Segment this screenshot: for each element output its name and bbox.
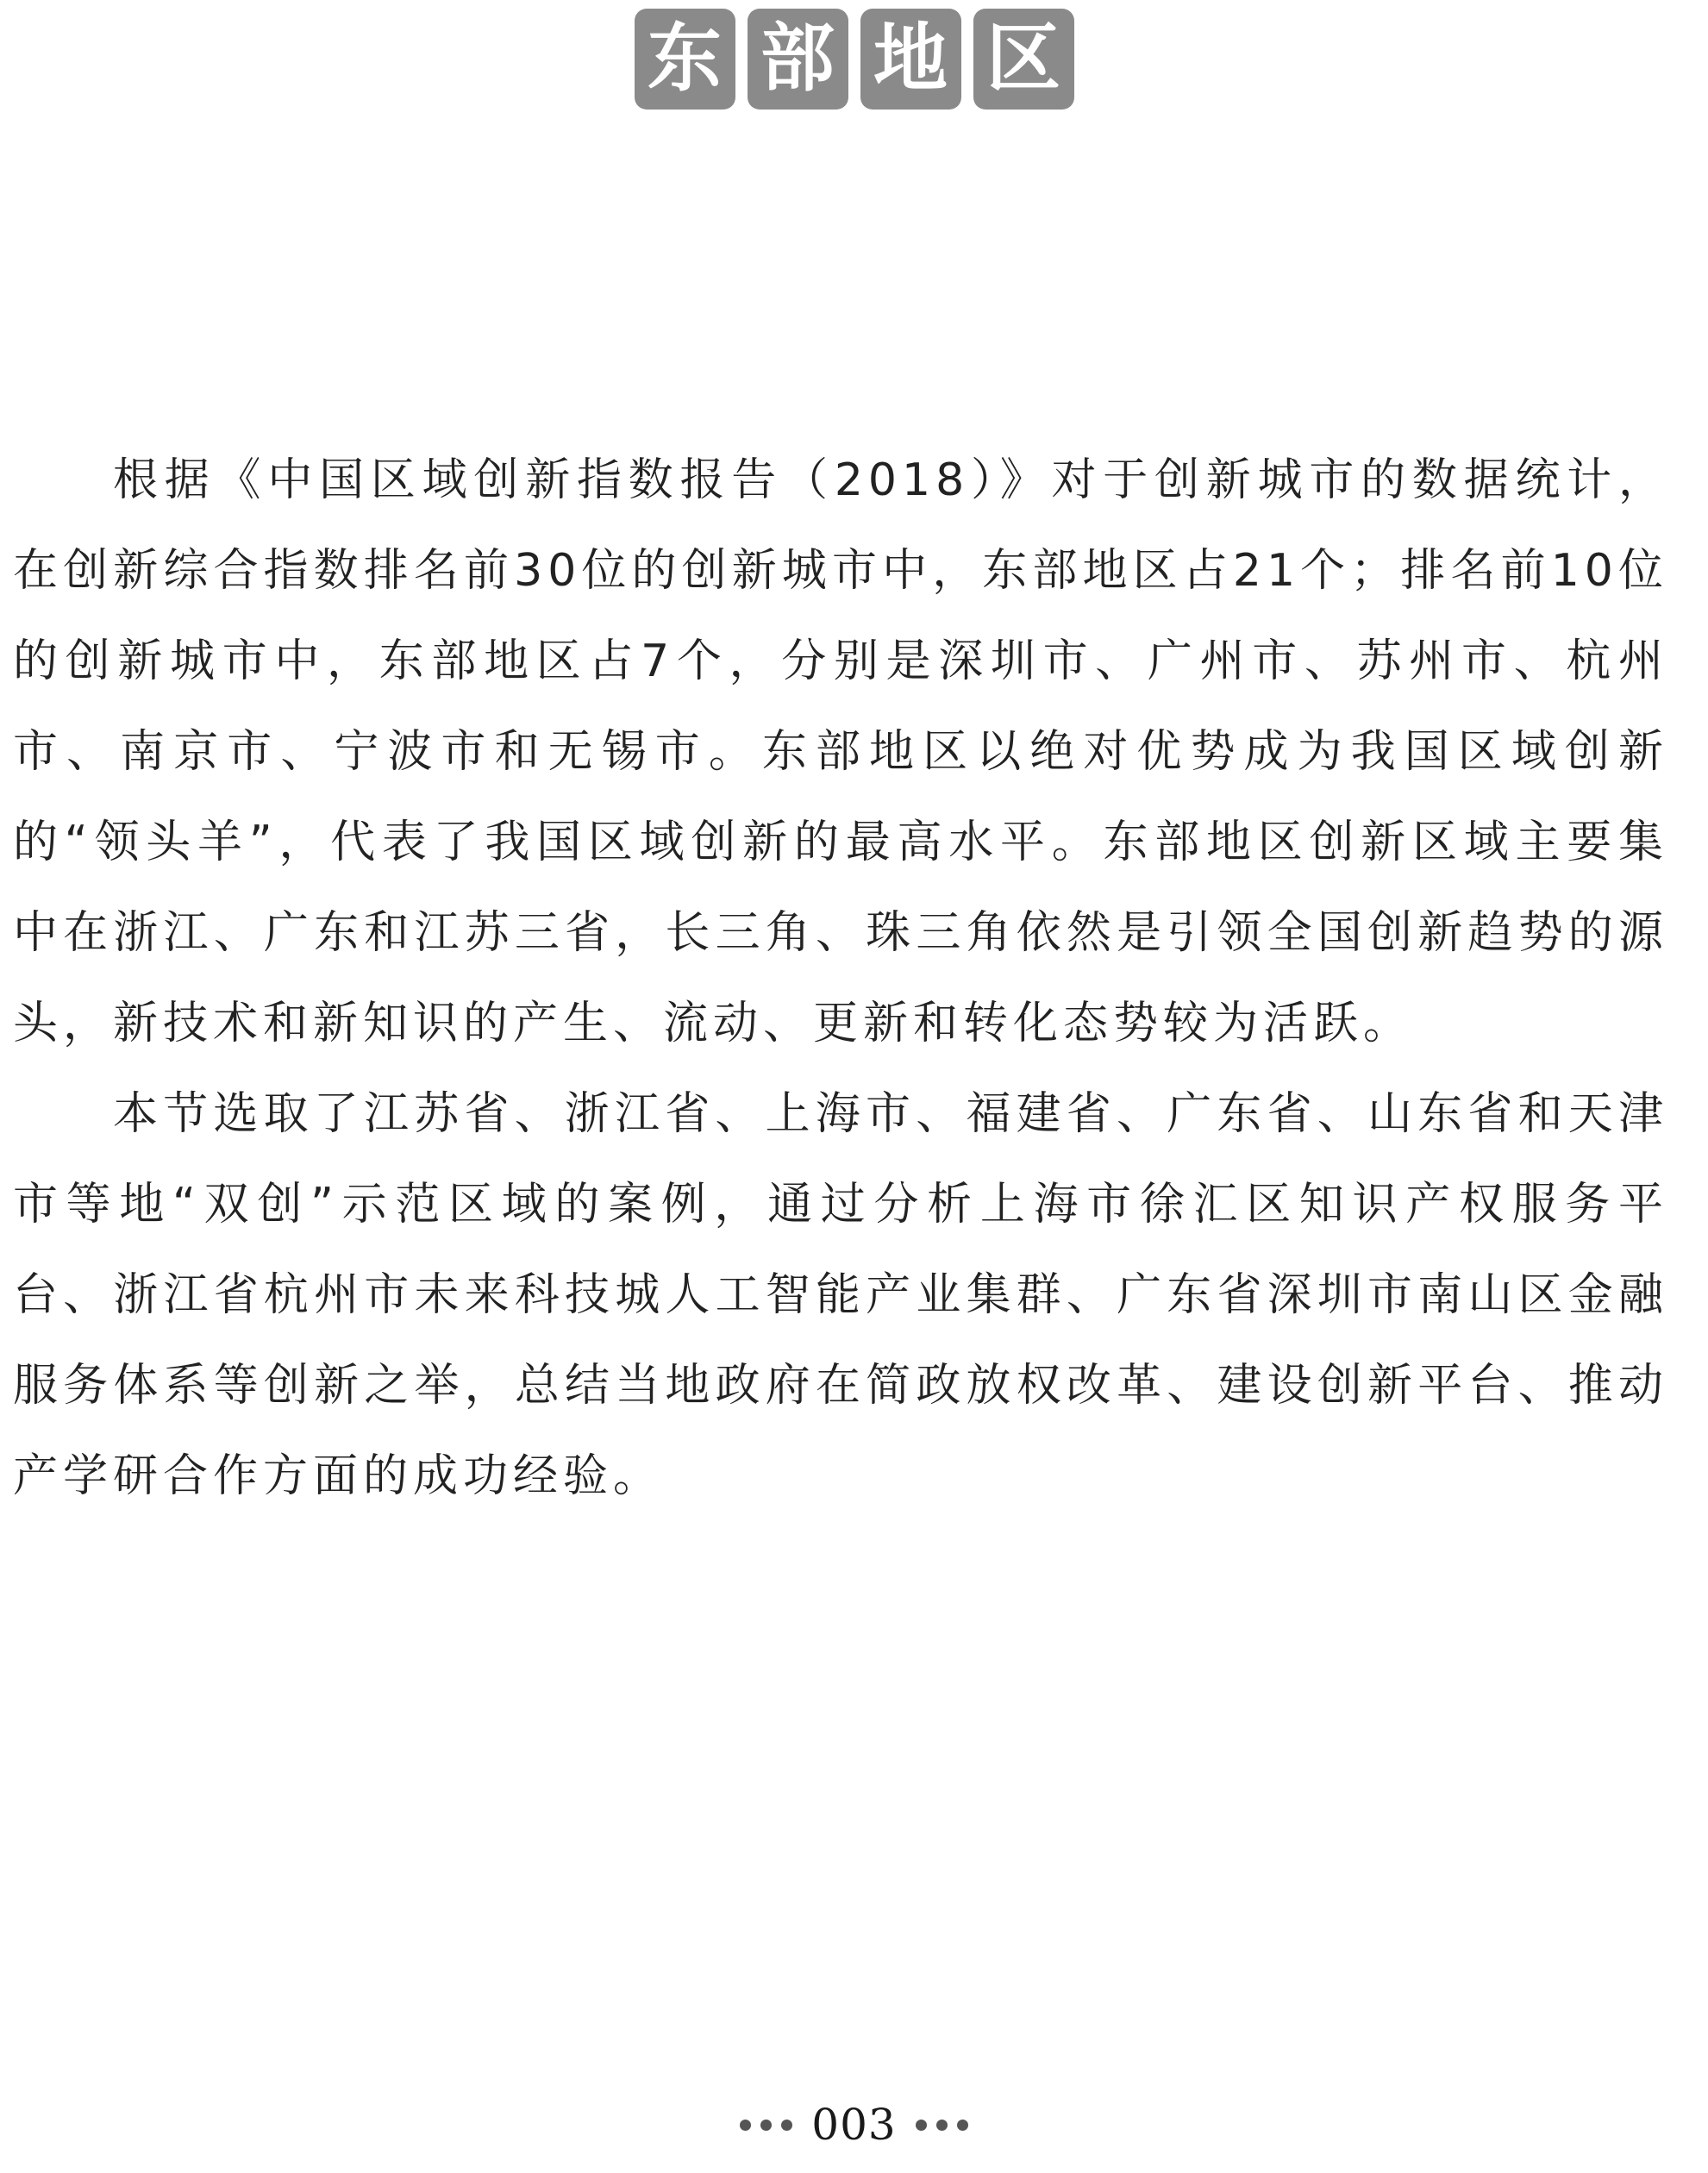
dot-icon [936, 2120, 948, 2131]
footer-dots-left [740, 2120, 792, 2131]
page-footer [0, 2100, 1708, 2150]
footer-dots-right [916, 2120, 968, 2131]
title-char-box: 部 [748, 9, 848, 110]
title-char-box: 东 [635, 9, 735, 110]
title-char-box: 地 [860, 9, 961, 110]
dot-icon [760, 2120, 772, 2131]
paragraph-2: 本节选取了江苏省、浙江省、上海市、福建省、广东省、山东省和天津市等地“双创”示范区域的案例，通过分析上海市徐汇区知识产权服务平台、浙江省杭州市未来科技城人工智能产业集群、广东省深圳市南山区金融服务体系等创新之举，总结当地政府在简政放权改革、建设创新平台、推动产学研合作方面的成功经验。 [13, 1088, 1668, 1502]
dot-icon [916, 2120, 927, 2131]
paragraph-1: 根据《中国区域创新指数报告（2018）》对于创新城市的数据统计，在创新综合指数排名前30位的创新城市中，东部地区占21个；排名前10位的创新城市中，东部地区占7个，分别是深圳市、广州市、苏州市、杭州市、南京市、宁波市和无锡市。东部地区以绝对优势成为我国区域创新的“领头羊”，代表了我国区域创新的最高水平。东部地区创新区域主要集中在浙江、广东和江苏三省，长三角、珠三角依然是引领全国创新趋势的源头，新技术和新知识的产生、流动、更新和转化态势较为活跃。 [13, 454, 1668, 1049]
dot-icon [740, 2120, 751, 2131]
title-char-box: 区 [973, 9, 1074, 110]
section-title [0, 9, 1708, 110]
body-text [13, 435, 1668, 1522]
dot-icon [781, 2120, 792, 2131]
dot-icon [957, 2120, 968, 2131]
page-number: 003 [811, 2100, 897, 2150]
